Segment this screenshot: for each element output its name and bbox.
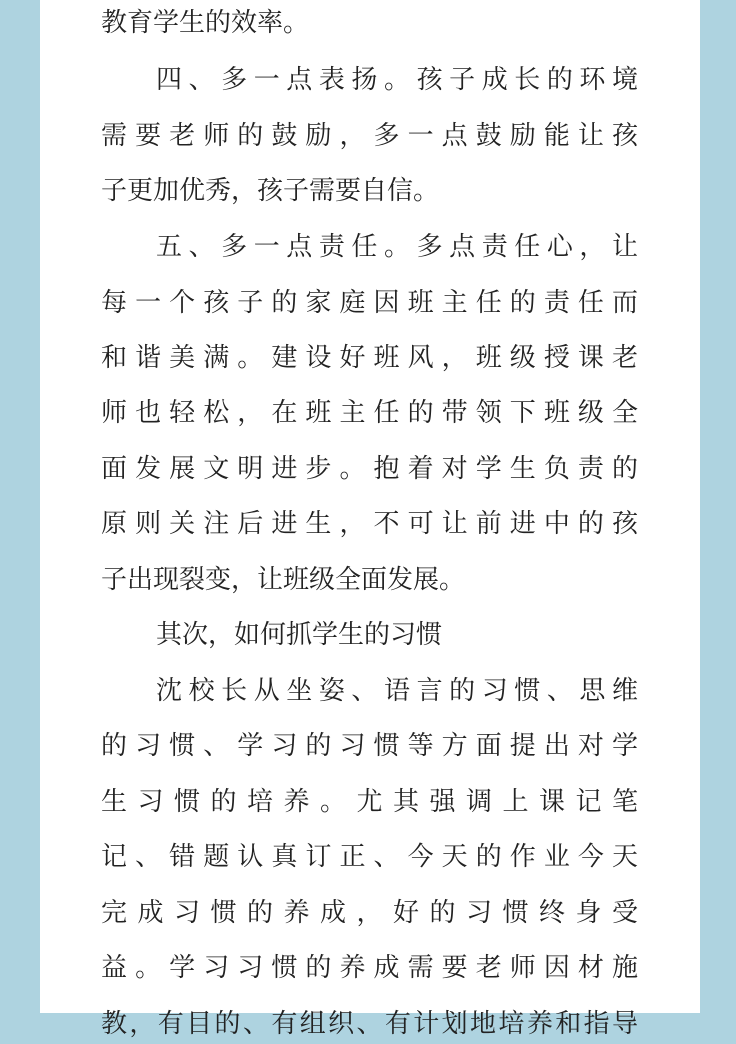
text-line: 子出现裂变，让班级全面发展。	[101, 565, 466, 595]
text-line-cut-off: 教，有目的、有组织、有计划地培养和指导	[101, 1009, 638, 1039]
text-line: 益。学习习惯的养成需要老师因材施	[101, 953, 638, 983]
text-line: 师也轻松，在班主任的带领下班级全	[101, 398, 638, 428]
text-line: 需要老师的鼓励，多一点鼓励能让孩	[101, 121, 638, 151]
text-line: 完成习惯的养成，好的习惯终身受	[101, 898, 638, 928]
text-line: 教育学生的效率。	[101, 8, 310, 38]
text-line: 的习惯、学习的习惯等方面提出对学	[101, 731, 638, 761]
text-line: 沈校长从坐姿、语言的习惯、思维	[156, 676, 638, 706]
section-heading: 其次，如何抓学生的习惯	[156, 620, 443, 650]
document-page	[40, 0, 700, 1039]
text-line: 子更加优秀，孩子需要自信。	[101, 176, 440, 206]
text-line: 生习惯的培养。尤其强调上课记笔	[101, 787, 638, 817]
text-line: 四、多一点表扬。孩子成长的环境	[156, 65, 638, 95]
text-line: 和谐美满。建设好班风，班级授课老	[101, 343, 638, 373]
text-line: 面发展文明进步。抱着对学生负责的	[101, 454, 638, 484]
text-line: 原则关注后进生，不可让前进中的孩	[101, 509, 638, 539]
text-line: 记、错题认真订正、今天的作业今天	[101, 842, 638, 872]
text-line: 五、多一点责任。多点责任心，让	[156, 232, 638, 262]
text-line: 每一个孩子的家庭因班主任的责任而	[101, 288, 638, 318]
